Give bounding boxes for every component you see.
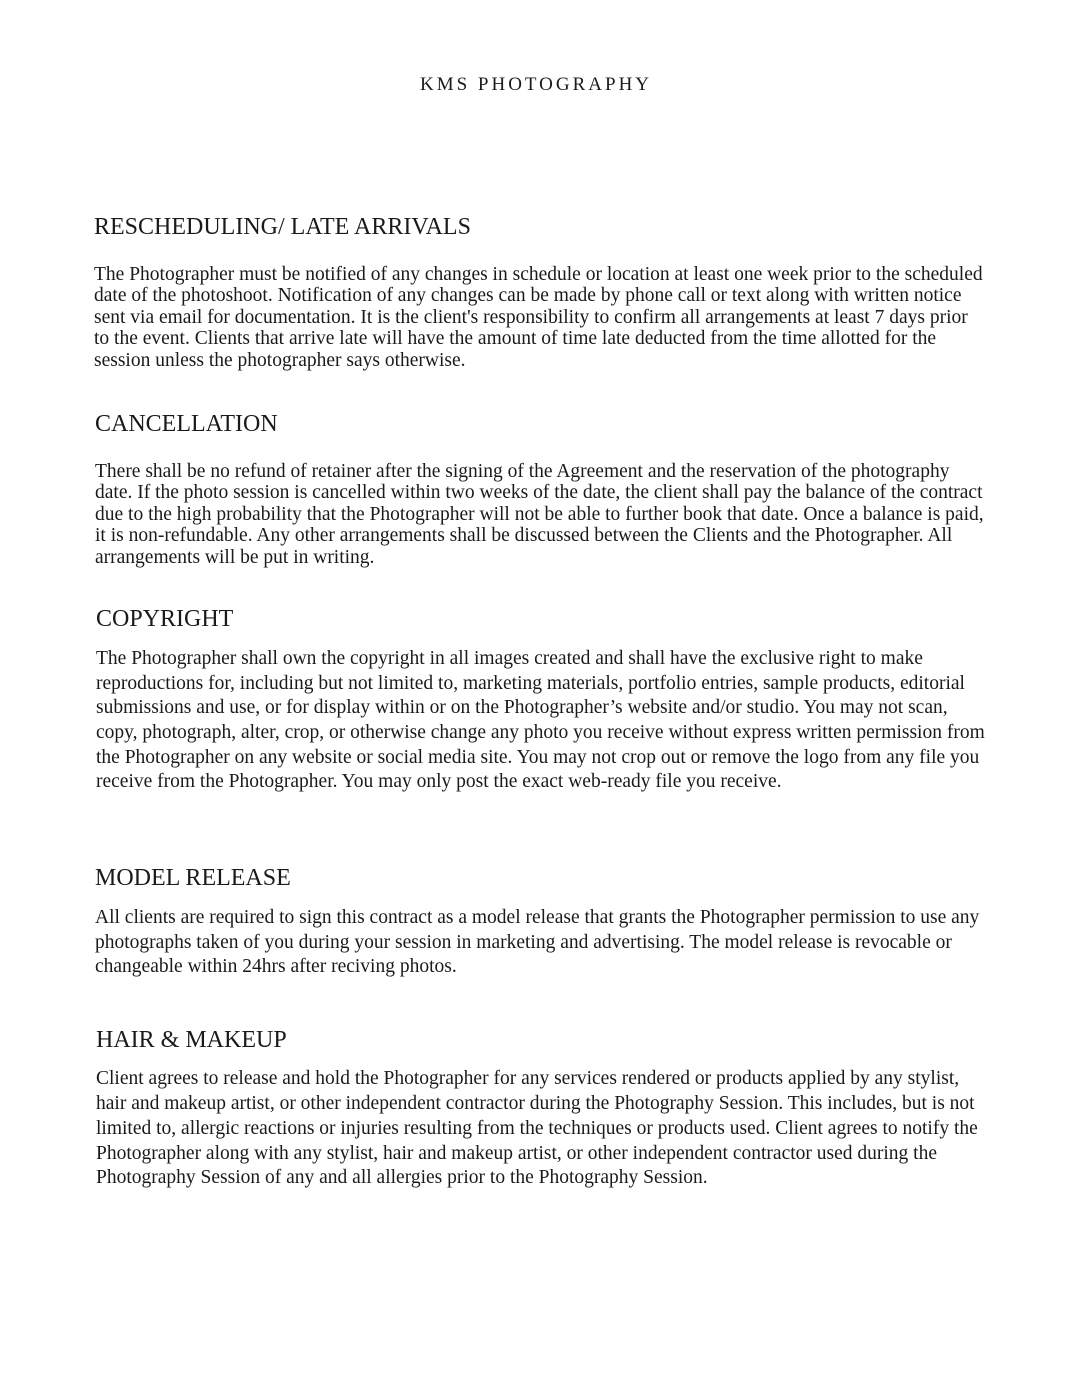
section-model-release (95, 864, 985, 980)
section-body: All clients are required to sign this contract as a model release that grants the Photographer permission to use any photographs taken of you during your session in marketing and advertising. The model release is revocable or changeable within 24hrs after reciving photos. (95, 906, 980, 978)
section-body: The Photographer must be notified of any changes in schedule or location at least one week prior to the scheduled date of the photoshoot. Notification of any changes can be made by phone call or text along with written notice sent via email for documentation. It is the client's responsibility to confirm all arrangements at least 7 days prior to the event. Clients that arrive late will have the amount of time late deducted from the time allotted for the session unless the photographer says otherwise. (94, 263, 983, 371)
section-heading: COPYRIGHT (96, 606, 234, 632)
section-hair-makeup (96, 1026, 986, 1191)
section-heading: RESCHEDULING/ LATE ARRIVALS (94, 214, 471, 240)
section-rescheduling (94, 213, 984, 371)
section-heading: MODEL RELEASE (95, 865, 291, 891)
section-heading: CANCELLATION (95, 411, 278, 437)
section-body: There shall be no refund of retainer after the signing of the Agreement and the reservation of the photography date. If the photo session is cancelled within two weeks of the date, the client shall pay the balance of the contract due to the high probability that the Photographer will not be able to further book that date. Once a balance is paid, it is non-refundable. Any other arrangements shall be discussed between the Clients and the Photographer. All arrangements will be put in writing. (95, 460, 984, 568)
section-body: The Photographer shall own the copyright in all images created and shall have the exclusive right to make reproductions for, including but not limited to, marketing materials, portfolio entries, sample products, editorial submissions and use, or for display within or on the Photographer’s website and/or studio. You may not scan, copy, photograph, alter, crop, or otherwise change any photo you receive without express written permission from the Photographer on any website or social media site. You may not crop out or remove the logo from any file you receive from the Photographer. You may only post the exact web-ready file you receive. (96, 647, 985, 793)
section-cancellation (95, 410, 985, 568)
section-body: Client agrees to release and hold the Photographer for any services rendered or products applied by any stylist, hair and makeup artist, or other independent contractor during the Photography Session. This includes, but is not limited to, allergic reactions or injuries resulting from the techniques or products used. Client agrees to notify the Photographer along with any stylist, hair and makeup artist, or other independent contractor used during the Photography Session of any and all allergies prior to the Photography Session. (96, 1067, 978, 1189)
brand-header: KMS PHOTOGRAPHY (419, 74, 653, 95)
section-heading: HAIR & MAKEUP (96, 1027, 287, 1053)
section-copyright (96, 605, 986, 795)
